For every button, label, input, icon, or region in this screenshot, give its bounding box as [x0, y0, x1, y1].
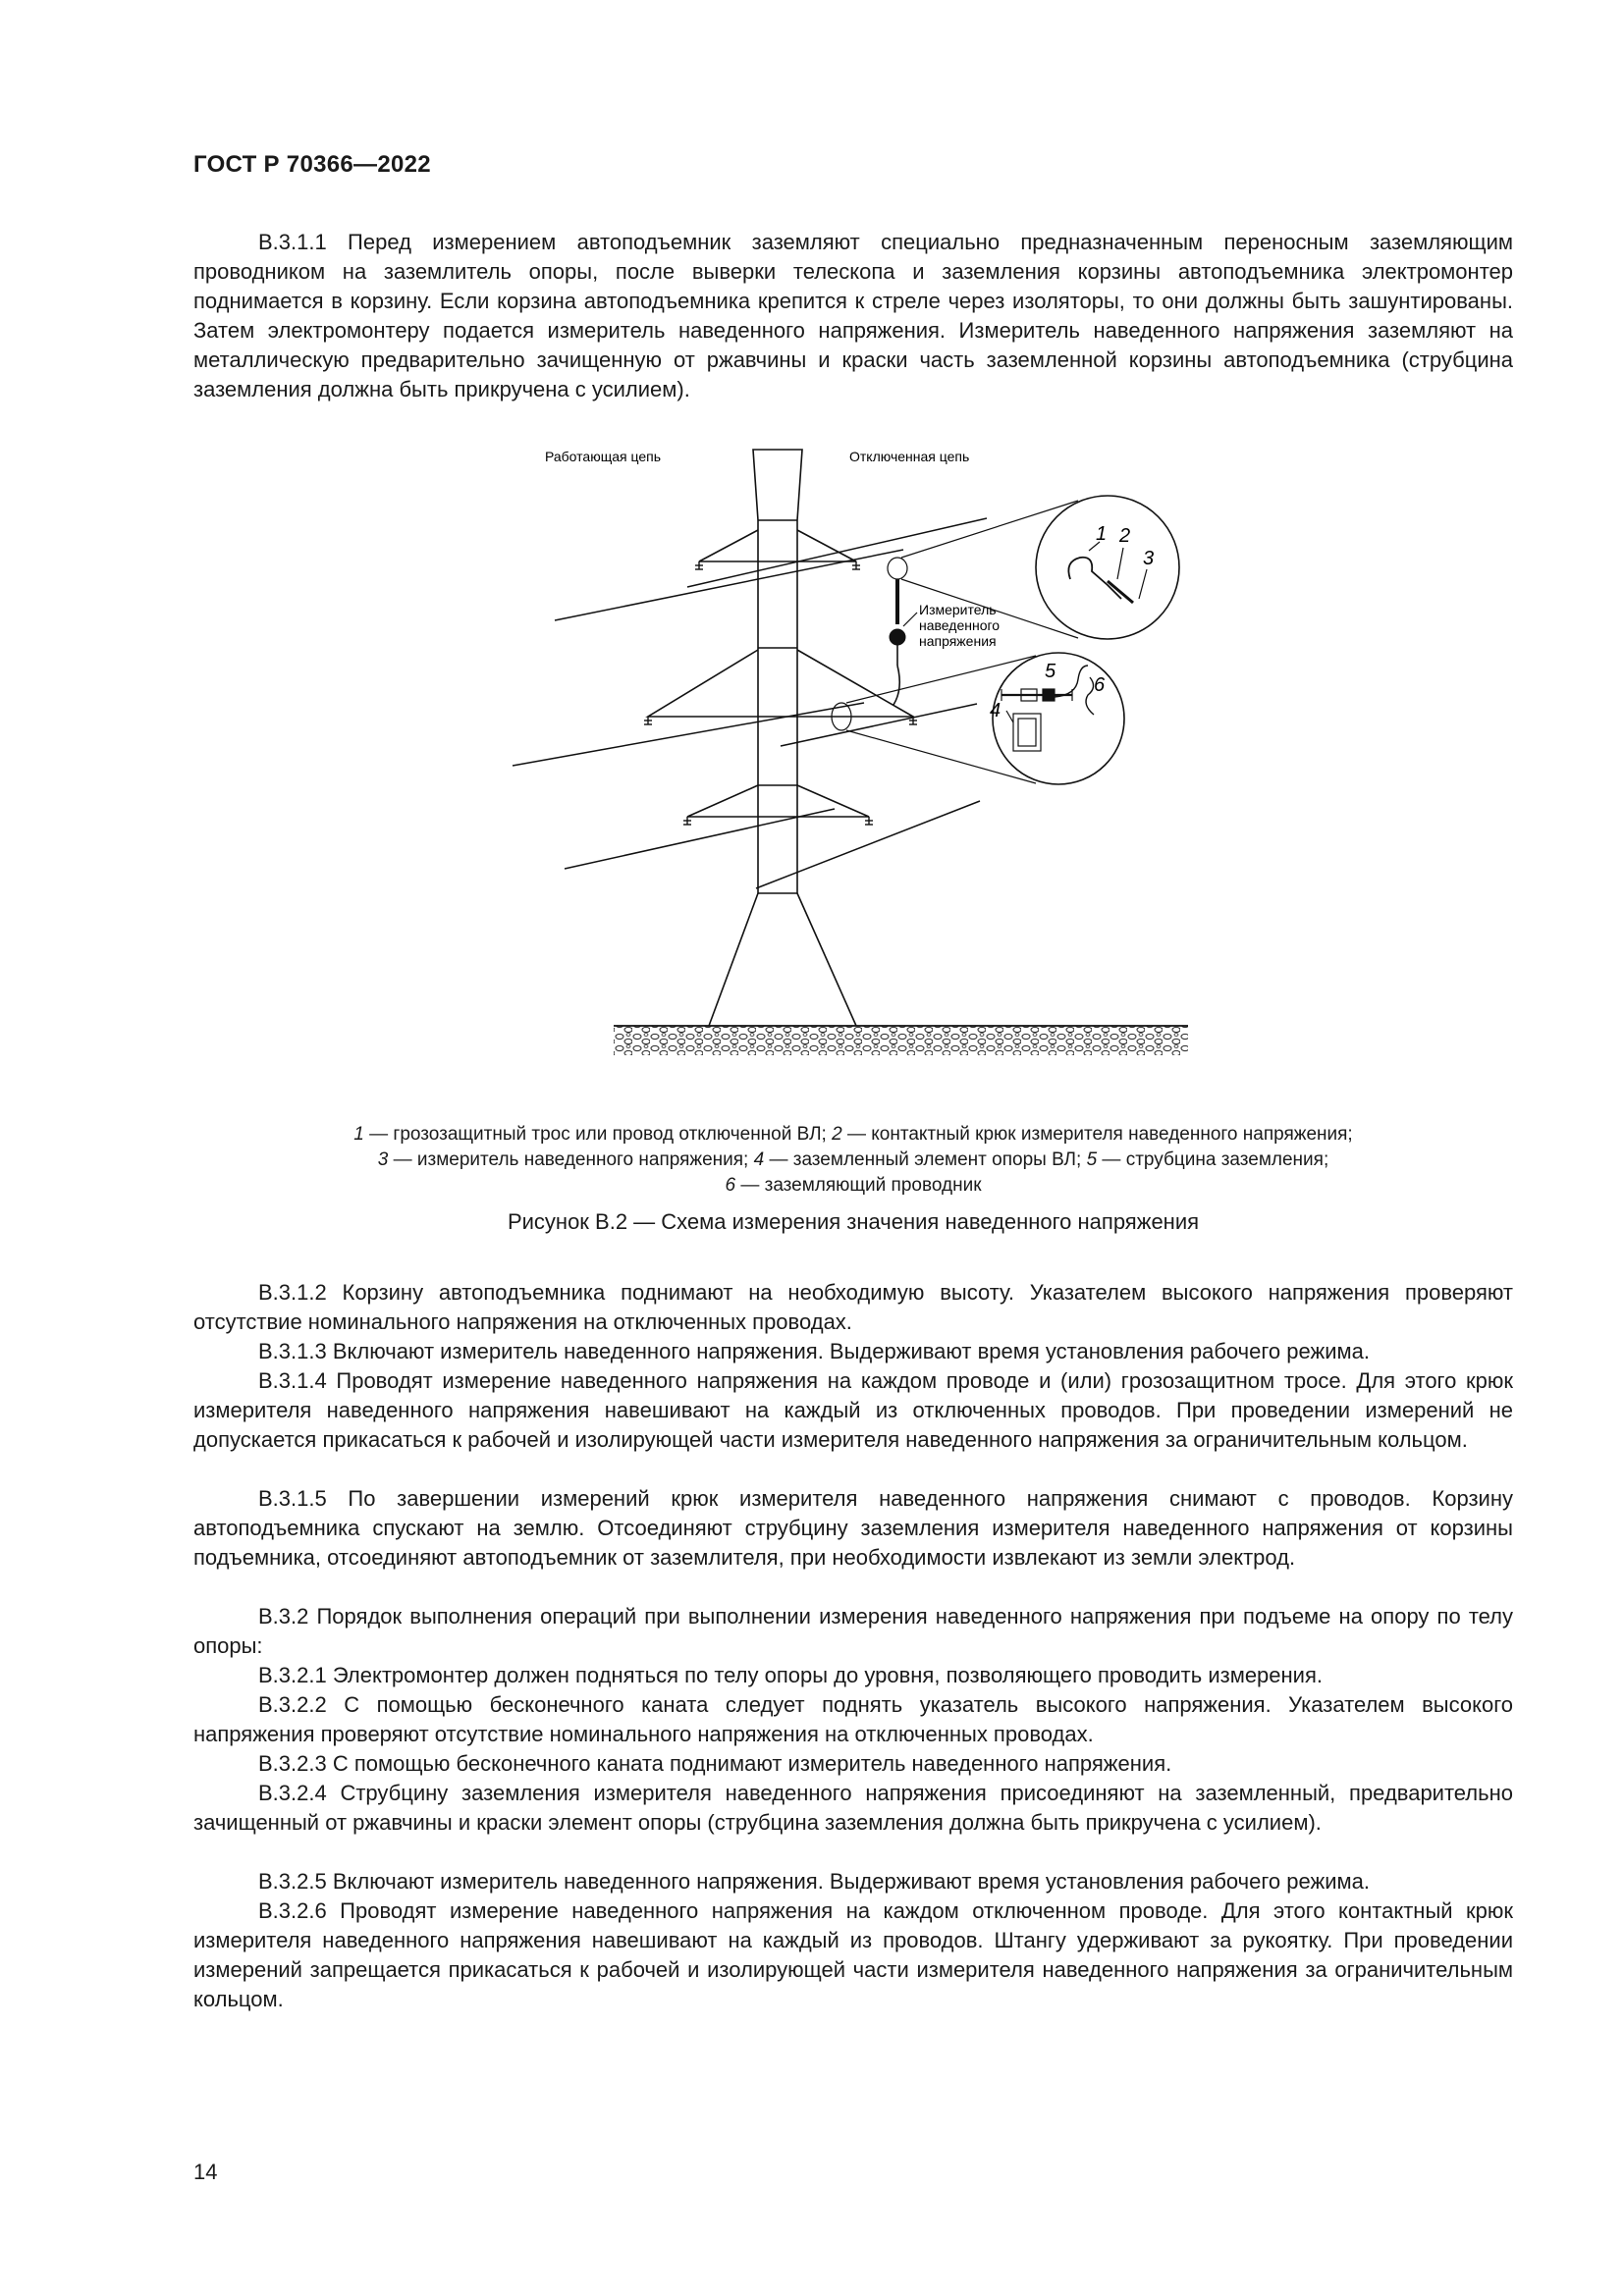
paragraph-b3-2-3: В.3.2.3 С помощью бесконечного каната поднимают измеритель наведенного напряжения.: [258, 1751, 1172, 1776]
meter-label-line2: наведенного: [919, 617, 1001, 633]
callout-6: 6: [1094, 674, 1106, 696]
meter-label-line1: Измеритель: [919, 602, 997, 617]
paragraph-b3-2-6: В.3.2.6 Проводят измерение наведенного напряжения на каждом отключенном проводе. Для этого контактный крюк измерителя наведенного напряжения навешивают на каждый из проводов. Штангу удерживают за рукоятку. При проведении измерений запрещается прикасаться к рабочей и изолирующей части измерителя наведенного напряжения за ограничительным кольцом.: [193, 1898, 1513, 2011]
meter-label-line3: напряжения: [919, 633, 997, 649]
callout-3: 3: [1143, 548, 1155, 569]
label-disconnected-circuit: Отключенная цепь: [849, 449, 970, 464]
zoom-callout-lower: [832, 653, 1124, 784]
paragraph-b3-2-2: В.3.2.2 С помощью бесконечного каната следует поднять указатель высокого напряжения. Указателем высокого напряжения проверяют отсутствие номинального напряжения на отключенных проводах.: [193, 1692, 1513, 1746]
callout-5: 5: [1045, 661, 1056, 682]
paragraph-b3-1-3: В.3.1.3 Включают измеритель наведенного напряжения. Выдерживают время установления рабочего режима.: [258, 1339, 1370, 1363]
paragraph-b3-2-1: В.3.2.1 Электромонтер должен подняться по телу опоры до уровня, позволяющего проводить измерения.: [258, 1663, 1323, 1687]
figure-title: Рисунок В.2 — Схема измерения значения наведенного напряжения: [507, 1209, 1200, 1234]
legend-line-1: 1 — грозозащитный трос или провод отключенной ВЛ; 2 — контактный крюк измерителя наведенного напряжения;: [353, 1124, 1353, 1145]
legend-line-2: 3 — измеритель наведенного напряжения; 4 — заземленный элемент опоры ВЛ; 5 — струбцина заземления;: [377, 1149, 1329, 1170]
callout-4: 4: [990, 700, 1001, 721]
document-code: ГОСТ Р 70366—2022: [193, 151, 431, 178]
paragraph-b3-2-4: В.3.2.4 Струбцину заземления измерителя наведенного напряжения присоединяют на заземленный, предварительно зачищенный от ржавчины и краски элемент опоры (струбцина заземления должна быть прикручена с усилием).: [193, 1781, 1513, 1835]
page-number: 14: [193, 2160, 218, 2184]
paragraph-b3-1-5: В.3.1.5 По завершении измерений крюк измерителя наведенного напряжения снимают с проводов. Корзину автоподъемника спускают на землю. Отсоединяют струбцину заземления измерителя наведенного напряжения от корзины подъемника, отсоединяют автоподъемник от заземлителя, при необходимости извлекают из земли электрод.: [193, 1486, 1513, 1570]
callout-2: 2: [1119, 525, 1131, 547]
legend-line-3: 6 — заземляющий проводник: [725, 1175, 982, 1196]
paragraph-b3-1-1: В.3.1.1 Перед измерением автоподъемник заземляют специально предназначенным переносным заземляющим проводником на заземлитель опоры, после выверки телескопа и заземления корзины автоподъемника электромонтер поднимается в корзину. Если корзина автоподъемника крепится к стреле через изоляторы, то они должны быть зашунтированы. Затем электромонтеру подается измеритель наведенного напряжения. Измеритель наведенного напряжения заземляют на металлическую предварительно зачищенную от ржавчины и краски часть заземленной корзины автоподъемника (струбцина заземления должна быть прикручена с усилием).: [193, 230, 1513, 401]
conductors: [513, 518, 987, 888]
paragraph-b3-1-4: В.3.1.4 Проводят измерение наведенного напряжения на каждом проводе и (или) грозозащитном тросе. Для этого крюк измерителя наведенного напряжения навешивают на каждый из отключенных проводов. При проведении измерений не допускается прикасаться к рабочей и изолирующей части измерителя наведенного напряжения за ограничительным кольцом.: [193, 1368, 1513, 1452]
label-working-circuit: Работающая цепь: [545, 449, 661, 464]
figure-legend: [193, 1122, 1513, 1199]
paragraph-b3-1-2: В.3.1.2 Корзину автоподъемника поднимают на необходимую высоту. Указателем высокого напряжения проверяют отсутствие номинального напряжения на отключенных проводах.: [193, 1280, 1513, 1334]
ground: [614, 1026, 1188, 1055]
callout-1: 1: [1096, 523, 1108, 545]
paragraph-b3-2: В.3.2 Порядок выполнения операций при выполнении измерения наведенного напряжения при подъеме на опору по телу опоры:: [193, 1604, 1513, 1658]
figure-diagram: [491, 432, 1198, 1070]
paragraph-b3-2-5: В.3.2.5 Включают измеритель наведенного напряжения. Выдерживают время установления рабочего режима.: [258, 1869, 1370, 1894]
